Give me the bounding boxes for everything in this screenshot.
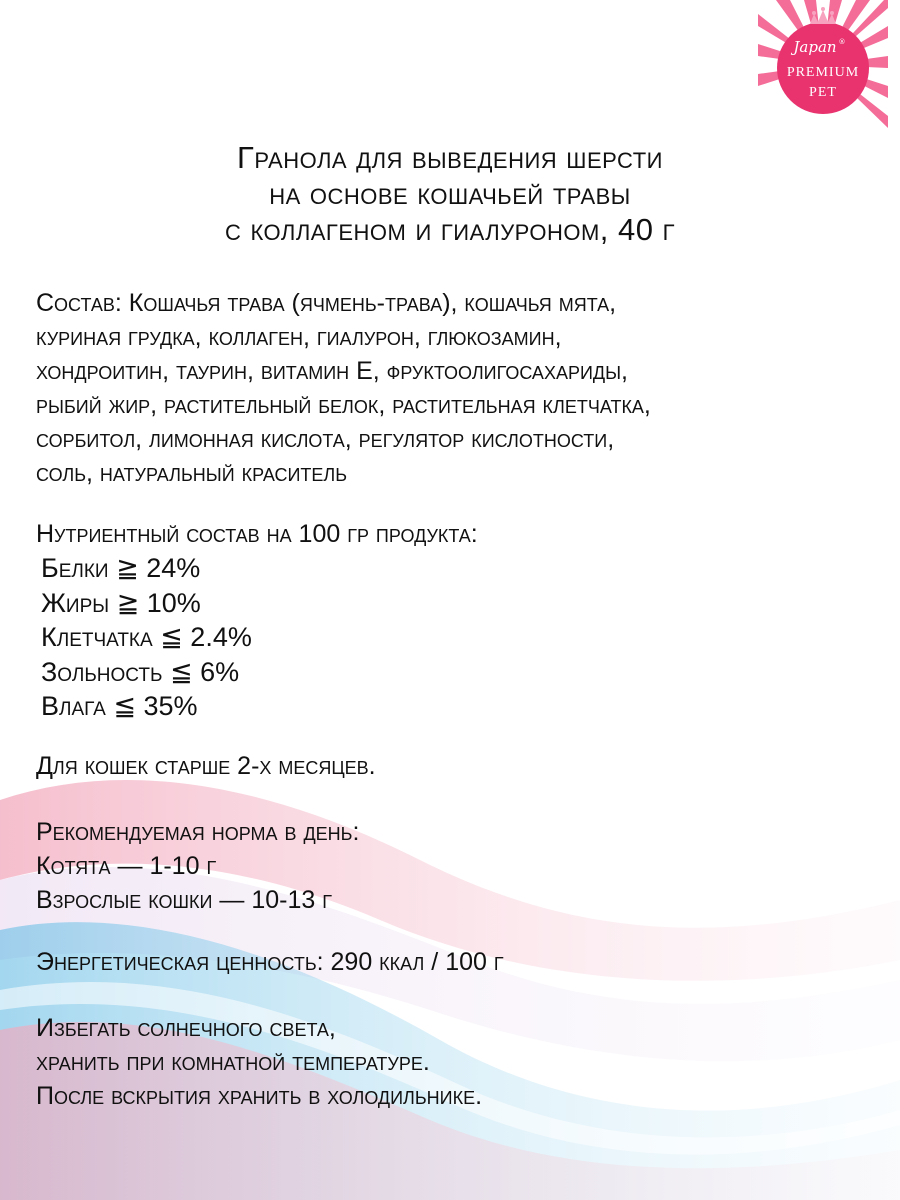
composition-line: куриная грудка, коллаген, гиалурон, глюкозамин, <box>36 323 562 351</box>
nutrient-item: Белки ≧ 24% <box>41 553 201 583</box>
composition-line: хондроитин, таурин, витамин Е, фруктоолигосахариды, <box>36 357 628 385</box>
logo-line1: PREMIUM <box>786 65 860 80</box>
composition-line: рыбий жир, растительный белок, растительная клетчатка, <box>36 391 651 419</box>
nutrients-heading: Нутриентный состав на 100 гр продукта: <box>36 520 478 548</box>
nutrients-block <box>36 517 876 724</box>
product-title <box>0 140 900 248</box>
composition-line: Состав: Кошачья трава (ячмень-трава), кошачья мята, <box>36 289 617 317</box>
dosage-kittens: Котята — 1-10 г <box>36 852 217 880</box>
age-note <box>36 749 876 783</box>
dosage-adults: Взрослые кошки — 10-13 г <box>36 886 332 914</box>
title-line: с коллагеном и гиалуроном, 40 г <box>224 212 676 247</box>
dosage-block <box>36 815 876 917</box>
storage-block <box>36 1011 876 1113</box>
nutrient-item: Зольность ≦ 6% <box>41 656 240 687</box>
composition-line: соль, натуральный краситель <box>36 459 348 487</box>
dosage-heading: Рекомендуемая норма в день: <box>36 818 360 846</box>
energy-text: Энергетическая ценность: 290 ккал / 100 г <box>36 948 504 976</box>
logo-reg: ® <box>838 38 846 46</box>
brand-logo <box>758 0 888 130</box>
title-line: Гранола для выведения шерсти <box>237 140 663 175</box>
age-text: Для кошек старше 2-х месяцев. <box>36 752 376 780</box>
logo-script: Japan <box>793 38 837 56</box>
title-line: на основе кошачьей травы <box>269 176 631 211</box>
composition-block <box>36 286 876 490</box>
storage-line: хранить при комнатной температуре. <box>36 1048 430 1076</box>
storage-line: Избегать солнечного света, <box>36 1014 336 1042</box>
nutrient-item: Жиры ≧ 10% <box>41 587 201 618</box>
nutrient-item: Влага ≦ 35% <box>41 691 198 721</box>
composition-line: сорбитол, лимонная кислота, регулятор кислотности, <box>36 425 615 453</box>
logo-line2: PET <box>809 85 837 100</box>
energy-block <box>36 945 876 979</box>
storage-line: После вскрытия хранить в холодильнике. <box>36 1082 483 1110</box>
nutrient-item: Клетчатка ≦ 2.4% <box>41 622 252 652</box>
